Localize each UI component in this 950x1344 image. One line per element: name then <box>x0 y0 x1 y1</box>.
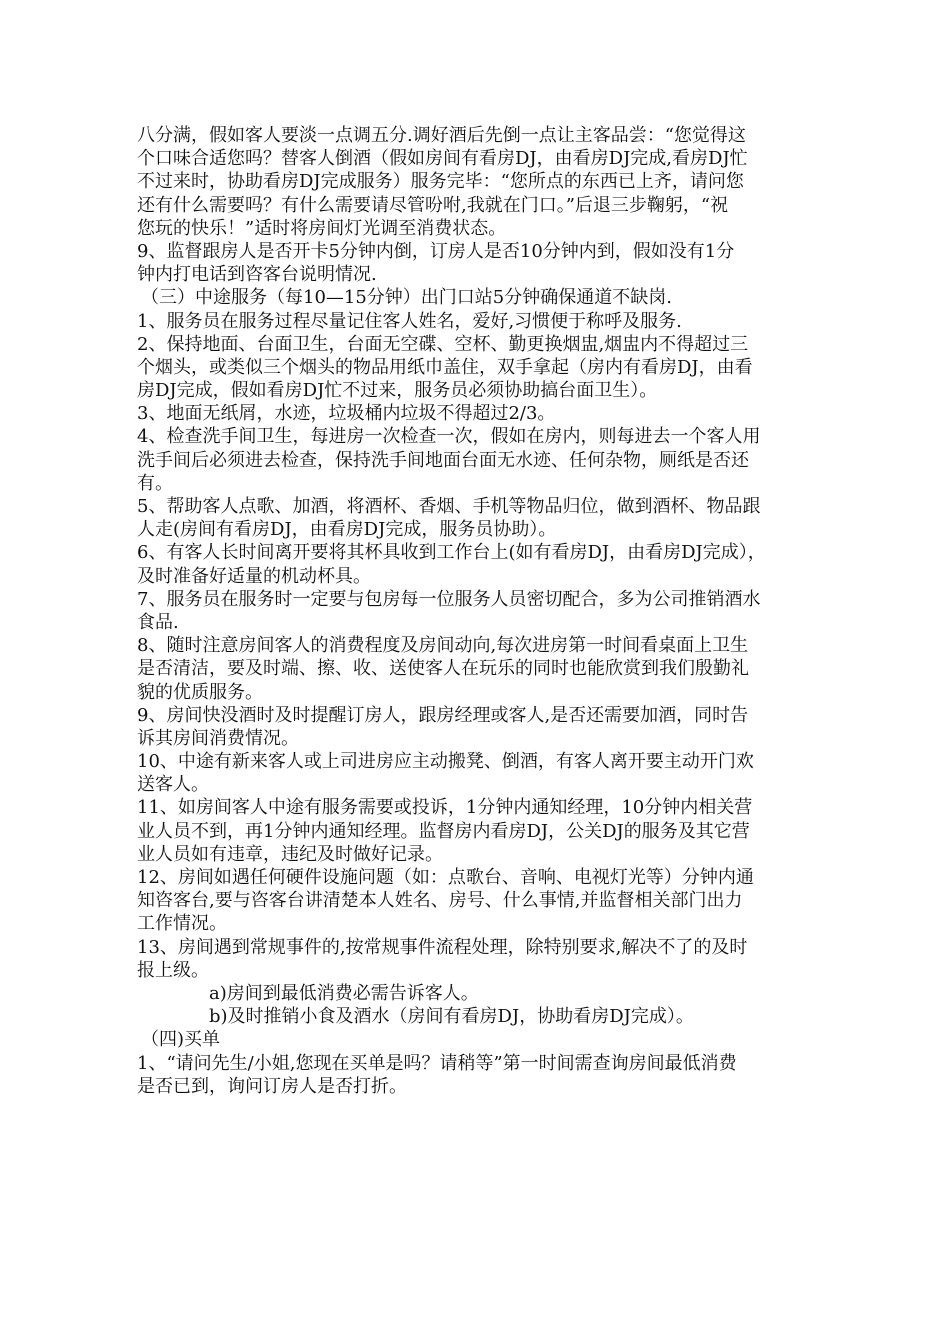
text-line: 报上级。 <box>137 959 209 981</box>
text-line: 8、随时注意房间客人的消费程度及房间动向,每次进房第一时间看桌面上卫生 <box>137 635 749 657</box>
text-line: 及时准备好适量的机动杯具。 <box>137 565 371 587</box>
text-line: 是否清洁，要及时端、擦、收、送使客人在玩乐的同时也能欣赏到我们殷勤礼 <box>137 658 749 680</box>
text-line: 13、房间遇到常规事件的,按常规事件流程处理，除特别要求,解决不了的及时 <box>137 936 748 958</box>
text-line: 还有什么需要吗？有什么需要请尽管吩咐,我就在门口。”后退三步鞠躬，“祝 <box>137 194 729 216</box>
text-line: 个口味合适您吗？替客人倒酒（假如房间有看房DJ，由看房DJ完成,看房DJ忙 <box>137 148 748 170</box>
text-line: 貌的优质服务。 <box>137 681 263 703</box>
text-line: 钟内打电话到咨客台说明情况. <box>137 264 377 286</box>
text-line: 6、有客人长时间离开要将其杯具收到工作台上(如有看房DJ，由看房DJ完成）， <box>137 542 766 564</box>
text-line: 人走(房间有看房DJ，由看房DJ完成，服务员协助）。 <box>137 519 557 541</box>
text-line: 有。 <box>137 472 173 494</box>
text-line: 业人员如有违章，违纪及时做好记录。 <box>137 843 443 865</box>
document-page <box>137 124 827 1098</box>
text-line: 9、监督跟房人是否开卡5分钟内倒，订房人是否10分钟内到，假如没有1分 <box>137 240 735 262</box>
text-line: 5、帮助客人点歌、加酒，将酒杯、香烟、手机等物品归位，做到酒杯、物品跟 <box>137 496 761 517</box>
text-line: 房DJ完成，假如看房DJ忙不过来，服务员必须协助搞台面卫生）。 <box>137 380 658 402</box>
text-line: 7、服务员在服务时一定要与包房每一位服务人员密切配合，多为公司推销酒水 <box>137 588 761 610</box>
text-line: 11、如房间客人中途有服务需要或投诉，1分钟内通知经理，10分钟内相关营 <box>137 797 753 819</box>
text-line: 2、保持地面、台面卫生，台面无空碟、空杯、勤更换烟盅,烟盅内不得超过三 <box>137 333 749 355</box>
text-line: 3、地面无纸屑，水迹，垃圾桶内垃圾不得超过2/3。 <box>137 403 556 425</box>
text-line: 不过来时，协助看房DJ完成服务）服务完毕：“您所点的东西已上齐，请问您 <box>137 171 744 193</box>
text-line: 食品. <box>137 611 179 633</box>
text-line: 1、服务员在服务过程尽量记住客人姓名，爱好,习惯便于称呼及服务. <box>137 310 682 332</box>
text-line: 送客人。 <box>137 774 209 796</box>
text-line: 业人员不到，再1分钟内通知经理。监督房内看房DJ，公关DJ的服务及其它营 <box>137 820 750 842</box>
section-heading: （三）中途服务（每10—15分钟）出门口站5分钟确保通道不缺岗. <box>141 287 672 309</box>
text-line: 1、“请问先生/小姐,您现在买单是吗？请稍等”第一时间需查询房间最低消费 <box>137 1052 737 1074</box>
text-line: 12、房间如遇任何硬件设施问题（如：点歌台、音响、电视灯光等）分钟内通 <box>137 867 754 888</box>
sub-item: a)房间到最低消费必需告诉客人。 <box>209 982 479 1004</box>
text-line: 知咨客台,要与咨客台讲清楚本人姓名、房号、什么事情,并监督相关部门出力 <box>137 890 743 912</box>
section-heading: （四)买单 <box>141 1029 221 1051</box>
text-line: 您玩的快乐！”适时将房间灯光调至消费状态。 <box>137 217 507 239</box>
text-line: 个烟头，或类似三个烟头的物品用纸巾盖住，双手拿起（房内有看房DJ，由看 <box>137 356 753 378</box>
text-line: 洗手间后必须进去检查，保持洗手间地面台面无水迹、任何杂物，厕纸是否还 <box>137 449 749 471</box>
text-line: 诉其房间消费情况。 <box>137 727 299 749</box>
text-line: 工作情况。 <box>137 913 227 935</box>
text-line: 9、房间快没酒时及时提醒订房人，跟房经理或客人,是否还需要加酒，同时告 <box>137 704 749 726</box>
text-line: 10、中途有新来客人或上司进房应主动搬凳、倒酒，有客人离开要主动开门欢 <box>137 751 754 773</box>
text-line: 八分满，假如客人要淡一点调五分.调好酒后先倒一点让主客品尝：“您觉得这 <box>137 125 746 146</box>
text-line: 是否已到，询问订房人是否打折。 <box>137 1075 407 1097</box>
sub-item: b)及时推销小食及酒水（房间有看房DJ，协助看房DJ完成）。 <box>209 1006 694 1028</box>
text-line: 4、检查洗手间卫生，每进房一次检查一次，假如在房内，则每进去一个客人用 <box>137 426 761 448</box>
